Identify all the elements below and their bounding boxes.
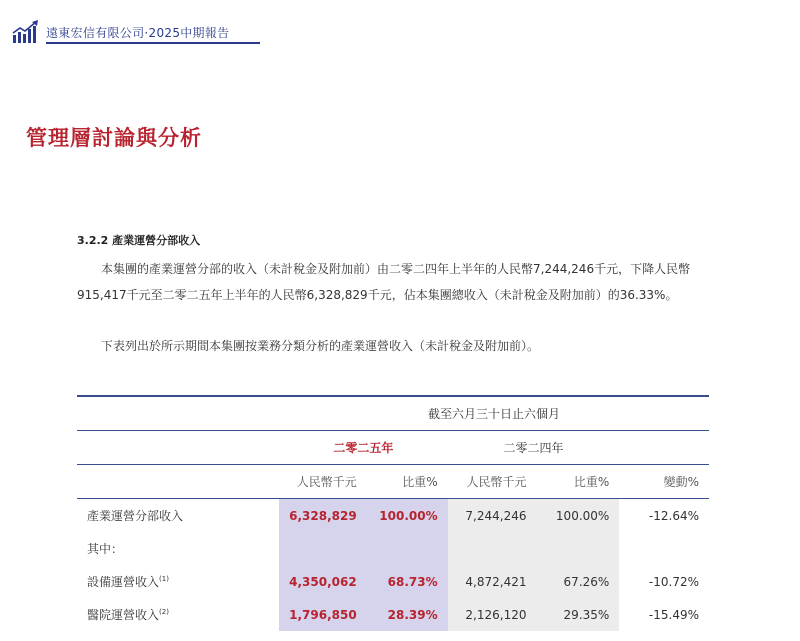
year-2025-header: 二零二五年: [279, 431, 448, 465]
table-row: [77, 598, 709, 631]
value-2024: 2,126,120: [448, 598, 537, 631]
row-label: 其中：: [87, 542, 124, 556]
table-unit-row: [77, 465, 709, 499]
paragraph-table-intro: 下表列出於所示期間本集團按業務分類分析的產業運營收入（未計稅金及附加前）。: [101, 339, 540, 353]
row-label: [77, 598, 279, 631]
share-2025: [367, 532, 448, 565]
value-2025: 4,350,062: [279, 565, 367, 598]
table-row: [77, 499, 709, 533]
paragraph-segment-revenue: 本集團的產業運營分部的收入（未計稅金及附加前）由二零二四年上半年的人民幣7,244,246千元，下降人民幣915,417千元至二零二五年上半年的人民幣6,328,829千元，佔本集團總收入（未計稅金及附加前）的36.33%。: [77, 262, 691, 302]
section-title: 管理層討論與分析: [26, 126, 202, 150]
row-label: 產業運營分部收入: [87, 509, 184, 523]
value-2025: 1,796,850: [279, 598, 367, 631]
year-2024-header: 二零二四年: [448, 431, 620, 465]
unit-header-2024: 人民幣千元: [448, 465, 537, 499]
change-value: -10.72%: [648, 574, 699, 589]
change-value: [619, 532, 709, 565]
subsection-title: 3.2.2 產業運營分部收入: [77, 234, 201, 247]
change-value: -15.49%: [648, 607, 699, 622]
value-2024: 7,244,246: [448, 499, 537, 533]
value-2024: 4,872,421: [448, 565, 537, 598]
footnote-marker: (1): [159, 575, 169, 583]
value-2024: [448, 532, 537, 565]
value-2025: [279, 532, 367, 565]
report-header: [12, 18, 252, 46]
row-label-text: 醫院運營收入: [87, 608, 160, 622]
share-2024: 29.35%: [536, 598, 619, 631]
table-year-row: [77, 431, 709, 465]
share-header-2024: 比重%: [536, 465, 619, 499]
revenue-table: [77, 395, 709, 631]
report-header-title: 遠東宏信有限公司·2025中期報告: [46, 26, 230, 40]
unit-header-2025: 人民幣千元: [279, 465, 367, 499]
share-2025: 100.00%: [367, 499, 448, 533]
change-header: 變動%: [619, 465, 709, 499]
table-row: [77, 532, 709, 565]
row-label: [77, 565, 279, 598]
share-2025: 28.39%: [367, 598, 448, 631]
header-underline: [46, 42, 260, 44]
value-2025: 6,328,829: [279, 499, 367, 533]
share-2024: 67.26%: [536, 565, 619, 598]
table-period-row: [77, 396, 709, 431]
change-value: -12.64%: [648, 508, 699, 523]
footnote-marker: (2): [159, 608, 169, 616]
share-2025: 68.73%: [367, 565, 448, 598]
row-label-text: 設備運營收入: [87, 575, 160, 589]
period-header: 截至六月三十日止六個月: [279, 396, 709, 431]
rising-chart-logo-icon: [12, 20, 42, 44]
table-row: [77, 565, 709, 598]
share-header-2025: 比重%: [367, 465, 448, 499]
share-2024: [536, 532, 619, 565]
share-2024: 100.00%: [536, 499, 619, 533]
